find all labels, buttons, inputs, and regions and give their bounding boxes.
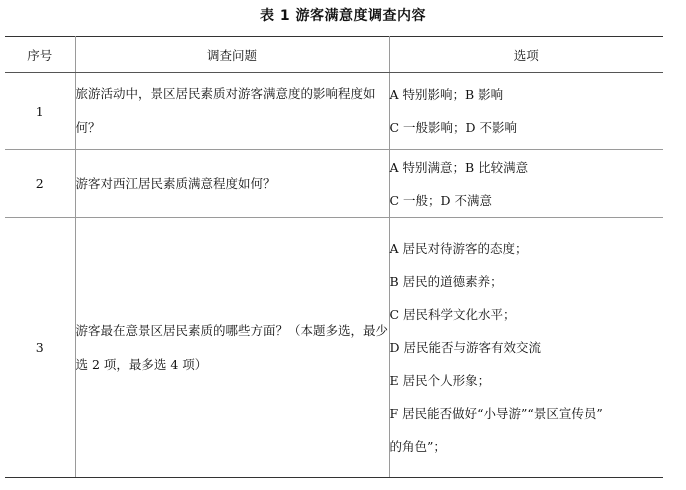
row-number: 3: [5, 218, 75, 478]
row-options: [389, 150, 663, 218]
header-options: 选项: [389, 37, 663, 73]
header-question: 调查问题: [75, 37, 389, 73]
row-number: 1: [5, 73, 75, 150]
row-options: [389, 73, 663, 150]
option-line: B 居民的道德素养；: [389, 274, 503, 289]
row-question: 游客最在意景区居民素质的哪些方面？（本题多选，最少选 2 项，最多选 4 项）: [75, 218, 389, 478]
table-row: [5, 150, 663, 218]
table-caption: 表 1 游客满意度调查内容: [260, 8, 426, 24]
row-question: 旅游活动中，景区居民素质对游客满意度的影响程度如何？: [75, 73, 389, 150]
option-line: F 居民能否做好“小导游”“景区宣传员”: [389, 406, 603, 421]
option-line: A 特别满意；B 比较满意: [389, 159, 529, 175]
option-line: A 居民对待游客的态度；: [389, 241, 528, 256]
row-number: 2: [5, 150, 75, 218]
option-line: C 一般；D 不满意: [389, 192, 493, 208]
survey-table: [5, 36, 663, 478]
option-line: D 居民能否与游客有效交流: [389, 340, 541, 355]
row-question: 游客对西江居民素质满意程度如何？: [75, 150, 389, 218]
table-row: [5, 73, 663, 150]
header-number: 序号: [5, 37, 75, 73]
option-line: E 居民个人形象；: [389, 373, 491, 388]
table-row: [5, 218, 663, 478]
option-line: C 一般影响；D 不影响: [389, 120, 518, 135]
header-row: [5, 37, 663, 73]
option-line: C 居民科学文化水平；: [389, 307, 516, 322]
option-line: A 特别影响；B 影响: [389, 87, 504, 102]
option-line: 的角色”；: [389, 439, 446, 454]
row-options: [389, 218, 663, 478]
